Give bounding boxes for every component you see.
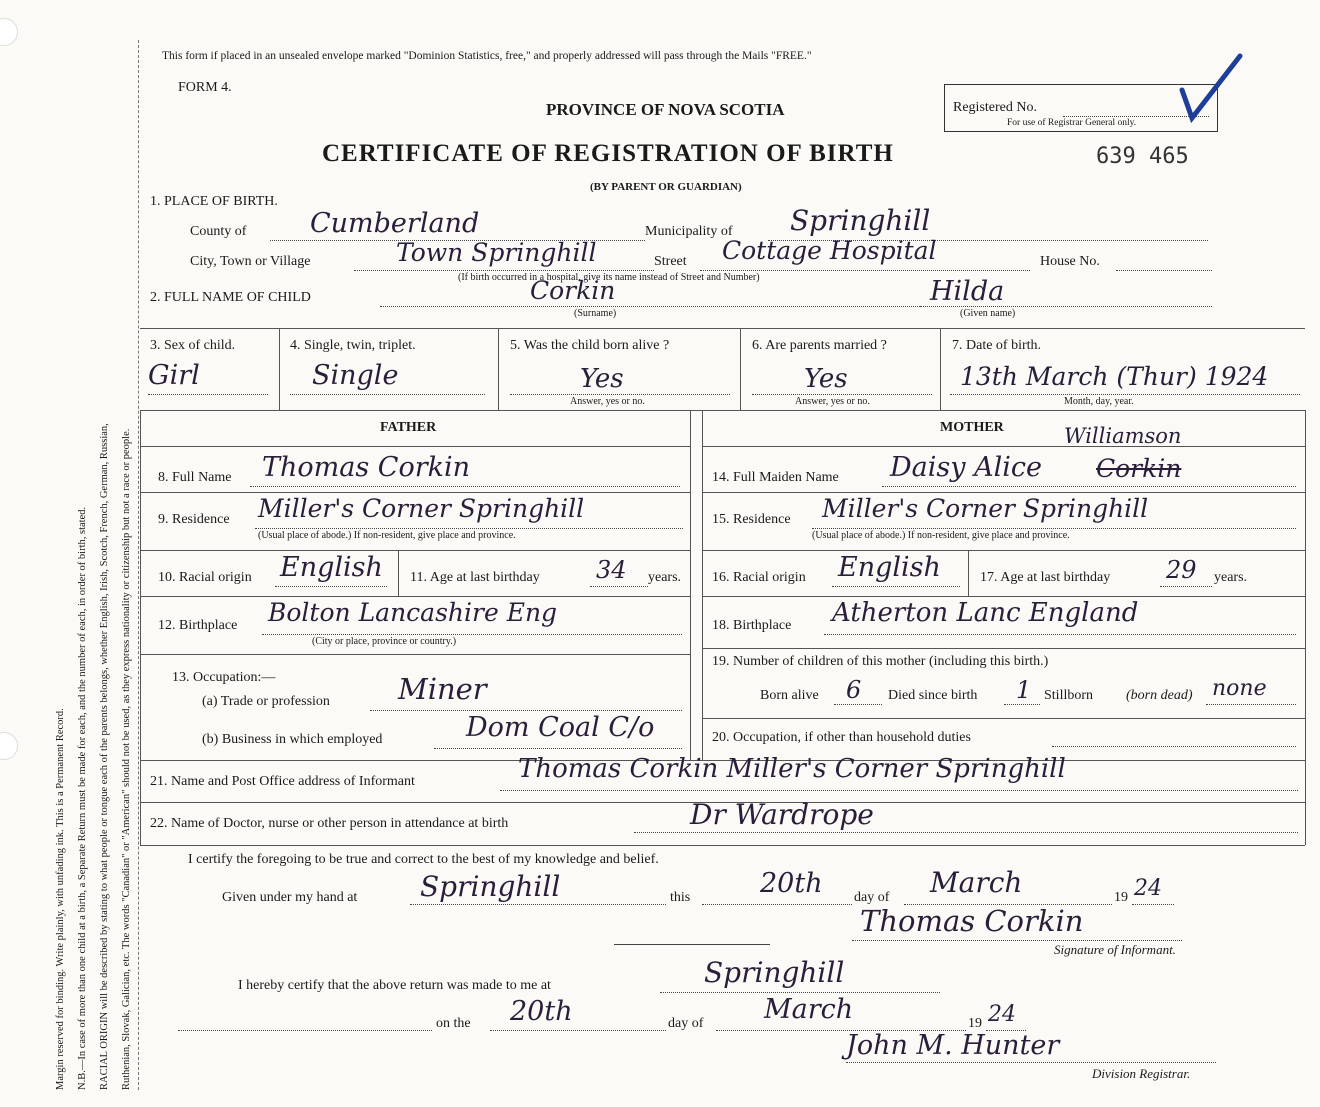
father-residence-label: 9. Residence xyxy=(158,512,230,527)
parents-heading-rule-left xyxy=(140,446,690,447)
died-count-label: Died since birth xyxy=(888,688,978,703)
registrar-use-note: For use of Registrar General only. xyxy=(1007,118,1137,128)
mother-birthplace-value: Atherton Lanc England xyxy=(832,598,1139,628)
doctor-rule xyxy=(140,845,1305,846)
municipality-value: Springhill xyxy=(790,204,931,237)
mother-birthplace-label: 18. Birthplace xyxy=(712,618,792,633)
mother-racial-value: English xyxy=(838,552,941,583)
given-month-value: March xyxy=(930,866,1023,899)
father-row10-rule xyxy=(140,596,690,597)
informant-signature-caption: Signature of Informant. xyxy=(1054,942,1176,957)
mother-occupation-line xyxy=(1052,746,1296,747)
mother-racial-line xyxy=(832,586,960,587)
father-birthplace-value: Bolton Lancashire Eng xyxy=(268,598,558,627)
mother-row19-rule xyxy=(702,718,1305,719)
father-occupation-label: 13. Occupation:— xyxy=(172,670,276,685)
sex-line xyxy=(148,394,268,395)
margin-note-3: RACIAL ORIGIN will be described by stating to what people or tongue each of the parents belongs, whether English, Irish, Scotch, French, German, Russian, xyxy=(99,423,110,1090)
died-count-value: 1 xyxy=(1016,676,1032,704)
mother-racial-divider xyxy=(968,550,969,596)
parents-center-right xyxy=(702,410,703,760)
mother-row14-rule xyxy=(702,492,1305,493)
registrar-day-of-label: day of xyxy=(668,1016,704,1031)
father-name-label: 8. Full Name xyxy=(158,470,232,485)
punch-hole-bottom xyxy=(0,732,18,760)
child-name-label: 2. FULL NAME OF CHILD xyxy=(150,290,311,305)
binding-margin-line xyxy=(138,40,139,1090)
mother-racial-label: 16. Racial origin xyxy=(712,570,806,585)
city-label: City, Town or Village xyxy=(190,254,311,269)
informant-label: 21. Name and Post Office address of Informant xyxy=(150,774,415,789)
margin-note-1: Margin reserved for binding. Write plainly, with unfading ink. This is a Permanent Record. xyxy=(55,708,66,1090)
informant-line xyxy=(500,790,1298,791)
father-business-line xyxy=(434,748,682,749)
mother-row15-rule xyxy=(702,550,1305,551)
born-alive-count-value: 6 xyxy=(846,676,862,704)
registrar-day-line xyxy=(490,1030,666,1031)
margin-note-2: N.B.—In case of more than one child at a birth, a Separate Return must be made for each, and the number of each, in order of birth, stated. xyxy=(77,506,88,1090)
parents-married-line xyxy=(752,394,932,395)
mother-birthplace-line xyxy=(824,634,1296,635)
county-value: Cumberland xyxy=(310,208,480,239)
plurality-line xyxy=(290,394,485,395)
born-alive-value: Yes xyxy=(580,364,624,394)
father-trade-value: Miner xyxy=(398,672,487,706)
mother-name-line xyxy=(882,486,1296,487)
stillborn-note: (born dead) xyxy=(1126,688,1193,703)
informant-signature: Thomas Corkin xyxy=(860,904,1084,938)
registrar-year-value: 24 xyxy=(988,1002,1016,1027)
given-day-of-label: day of xyxy=(854,890,890,905)
mother-occupation-label: 20. Occupation, if other than household duties xyxy=(712,730,971,745)
certificate-title: CERTIFICATE OF REGISTRATION OF BIRTH xyxy=(322,140,894,167)
registered-box xyxy=(944,84,1218,132)
street-value: Cottage Hospital xyxy=(722,236,937,265)
postal-note: This form if placed in an unsealed envelope marked "Dominion Statistics, free," and properly addressed will pass through the Mails "FREE." xyxy=(162,50,812,62)
father-trade-line xyxy=(370,710,682,711)
doctor-label: 22. Name of Doctor, nurse or other person in attendance at birth xyxy=(150,816,509,831)
father-racial-divider xyxy=(398,550,399,596)
father-business-label: (b) Business in which employed xyxy=(202,732,383,747)
street-line xyxy=(700,270,1030,271)
born-alive-line xyxy=(510,394,730,395)
mother-age-line xyxy=(1160,586,1212,587)
surname-caption: (Surname) xyxy=(574,308,617,319)
given-place-line xyxy=(410,904,666,905)
certification-statement: I certify the foregoing to be true and correct to the best of my knowledge and belief. xyxy=(188,852,659,867)
born-alive-label: 5. Was the child born alive ? xyxy=(510,338,670,353)
born-alive-count-label: Born alive xyxy=(760,688,819,703)
dob-line xyxy=(950,394,1300,395)
registrar-signature-line xyxy=(846,1062,1216,1063)
mother-name-value: Daisy Alice xyxy=(890,452,1042,483)
died-count-line xyxy=(1004,704,1040,705)
certification-separator xyxy=(614,944,770,945)
father-row8-rule xyxy=(140,492,690,493)
given-year-value: 24 xyxy=(1134,876,1162,901)
father-racial-value: English xyxy=(280,552,383,583)
mother-residence-value: Miller's Corner Springhill xyxy=(822,494,1149,523)
parents-married-value: Yes xyxy=(804,364,848,394)
county-label: County of xyxy=(190,224,247,239)
punch-hole-top xyxy=(0,18,18,46)
mother-row18-rule xyxy=(702,648,1305,649)
parents-married-label: 6. Are parents married ? xyxy=(752,338,887,353)
province-title: PROVINCE OF NOVA SCOTIA xyxy=(546,100,785,119)
street-label: Street xyxy=(654,254,687,269)
mother-struck-surname: Corkin xyxy=(1096,454,1182,483)
given-year-prefix: 19 xyxy=(1114,890,1128,905)
doctor-line xyxy=(634,832,1298,833)
mother-heading: MOTHER xyxy=(940,420,1004,435)
father-name-line xyxy=(250,486,680,487)
dob-caption: Month, day, year. xyxy=(1064,396,1134,407)
certificate-number: 639 465 xyxy=(1096,144,1189,169)
registrar-year-prefix: 19 xyxy=(968,1016,982,1031)
father-birthplace-caption: (City or place, province or country.) xyxy=(312,636,457,647)
margin-note-4: Ruthenian, Slovak, Galician, etc. The words "Canadian" or "American" should not be used, as they express nationality or citizenship but not a race or people. xyxy=(121,428,132,1090)
stillborn-line xyxy=(1206,704,1296,705)
row3-top-rule xyxy=(140,328,1305,329)
mother-age-label: 17. Age at last birthday xyxy=(980,570,1111,585)
registrar-month-value: March xyxy=(764,994,854,1025)
place-of-birth-label: 1. PLACE OF BIRTH. xyxy=(150,194,278,209)
given-place-value: Springhill xyxy=(420,870,561,903)
father-business-value: Dom Coal C/o xyxy=(466,712,655,743)
stillborn-value: none xyxy=(1212,676,1267,701)
sex-label: 3. Sex of child. xyxy=(150,338,236,353)
house-no-line xyxy=(1116,270,1212,271)
father-row12-rule xyxy=(140,654,690,655)
child-given-name: Hilda xyxy=(930,276,1005,307)
informant-value: Thomas Corkin Miller's Corner Springhill xyxy=(518,754,1066,784)
stillborn-label: Stillborn xyxy=(1044,688,1094,703)
city-line xyxy=(354,270,654,271)
registrar-signature: John M. Hunter xyxy=(846,1030,1060,1061)
father-age-line xyxy=(590,586,648,587)
parents-heading-rule-right xyxy=(702,446,1305,447)
father-left-border xyxy=(140,410,141,845)
city-value: Town Springhill xyxy=(396,238,597,267)
registrar-place-value: Springhill xyxy=(704,956,845,989)
parents-center-left xyxy=(690,410,691,760)
dob-label: 7. Date of birth. xyxy=(952,338,1042,353)
children-count-label: 19. Number of children of this mother (including this birth.) xyxy=(712,654,1049,669)
row3-divider-4 xyxy=(940,328,941,410)
row3-divider-1 xyxy=(279,328,280,410)
father-heading: FATHER xyxy=(380,420,437,435)
mother-name-label: 14. Full Maiden Name xyxy=(712,470,839,485)
row3-bottom-rule xyxy=(140,410,1305,411)
father-racial-line xyxy=(275,586,387,587)
father-row9-rule xyxy=(140,550,690,551)
given-line xyxy=(920,306,1212,307)
house-no-label: House No. xyxy=(1040,254,1100,269)
given-day-value: 20th xyxy=(760,868,823,899)
dob-value: 13th March (Thur) 1924 xyxy=(960,362,1269,391)
born-alive-caption: Answer, yes or no. xyxy=(570,396,645,407)
father-residence-line xyxy=(255,528,683,529)
registered-label: Registered No. xyxy=(953,100,1037,115)
given-day-line xyxy=(702,904,852,905)
registrar-leading-line xyxy=(178,1030,432,1031)
registrar-on-label: on the xyxy=(436,1016,471,1031)
father-residence-caption: (Usual place of abode.) If non-resident, give place and province. xyxy=(258,530,516,541)
plurality-value: Single xyxy=(312,360,399,391)
registrar-statement: I hereby certify that the above return was made to me at xyxy=(238,978,551,993)
given-under-label: Given under my hand at xyxy=(222,890,358,905)
father-birthplace-line xyxy=(262,634,682,635)
given-year-line xyxy=(1132,904,1174,905)
mother-correction: Williamson xyxy=(1064,424,1182,448)
father-name-value: Thomas Corkin xyxy=(262,452,470,483)
informant-signature-line xyxy=(852,940,1182,941)
father-racial-label: 10. Racial origin xyxy=(158,570,252,585)
mother-residence-line xyxy=(812,528,1296,529)
father-age-years: years. xyxy=(648,570,682,585)
father-residence-value: Miller's Corner Springhill xyxy=(258,494,585,523)
mother-age-value: 29 xyxy=(1166,556,1197,584)
mother-row16-rule xyxy=(702,596,1305,597)
child-surname: Corkin xyxy=(530,276,616,305)
given-this-label: this xyxy=(670,890,691,905)
municipality-label: Municipality of xyxy=(645,224,733,239)
doctor-value: Dr Wardrope xyxy=(690,798,874,831)
mother-residence-caption: (Usual place of abode.) If non-resident, give place and province. xyxy=(812,530,1070,541)
mother-right-border xyxy=(1305,410,1306,845)
parents-married-caption: Answer, yes or no. xyxy=(795,396,870,407)
sex-value: Girl xyxy=(148,360,200,391)
registrar-place-line xyxy=(660,992,940,993)
row3-divider-3 xyxy=(740,328,741,410)
check-mark-icon xyxy=(1178,50,1248,130)
surname-line xyxy=(380,306,920,307)
hospital-note: (If birth occurred in a hospital, give its name instead of Street and Number) xyxy=(458,272,760,283)
father-trade-label: (a) Trade or profession xyxy=(202,694,330,709)
mother-age-years: years. xyxy=(1214,570,1248,585)
form-number: FORM 4. xyxy=(178,80,232,95)
certificate-subtitle: (BY PARENT OR GUARDIAN) xyxy=(590,181,742,193)
row3-divider-2 xyxy=(498,328,499,410)
registrar-day-value: 20th xyxy=(510,996,573,1027)
born-alive-count-line xyxy=(834,704,882,705)
father-birthplace-label: 12. Birthplace xyxy=(158,618,238,633)
father-age-value: 34 xyxy=(596,556,627,584)
given-caption: (Given name) xyxy=(960,308,1016,319)
plurality-label: 4. Single, twin, triplet. xyxy=(290,338,416,353)
father-age-label: 11. Age at last birthday xyxy=(410,570,540,585)
registrar-caption: Division Registrar. xyxy=(1092,1066,1191,1081)
mother-residence-label: 15. Residence xyxy=(712,512,791,527)
